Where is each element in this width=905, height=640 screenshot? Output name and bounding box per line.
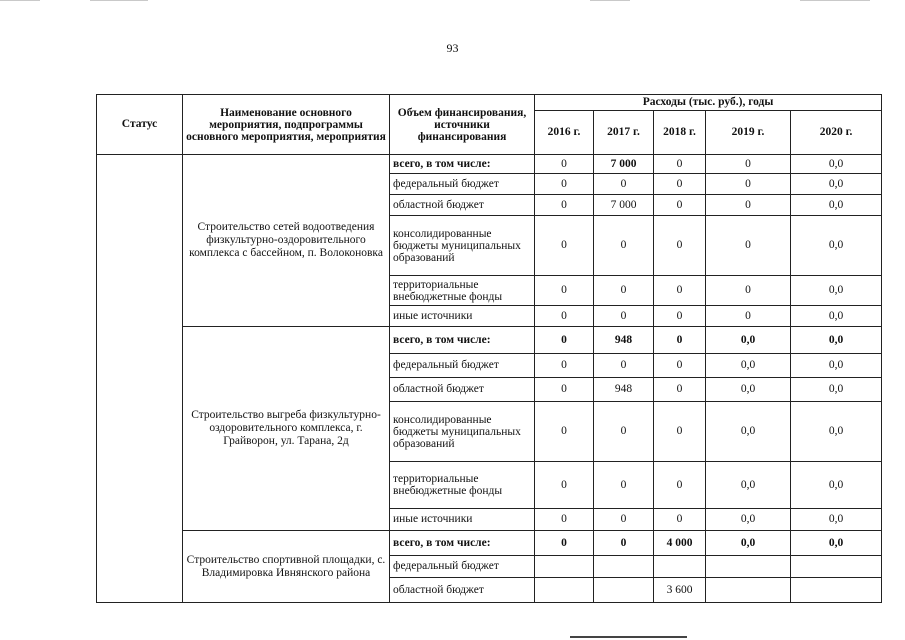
value-cell: 0,0	[791, 195, 882, 216]
source-label: всего, в том числе:	[390, 155, 535, 174]
financing-table	[96, 94, 882, 603]
value-cell: 0	[594, 354, 654, 378]
value-cell	[594, 556, 654, 578]
table-row	[97, 327, 882, 354]
value-cell: 0	[594, 462, 654, 509]
table-row	[97, 155, 882, 174]
header-status: Статус	[97, 95, 183, 155]
scan-artifact	[0, 0, 40, 1]
value-cell: 4 000	[654, 531, 706, 556]
source-label: всего, в том числе:	[390, 531, 535, 556]
value-cell	[706, 578, 791, 603]
scan-artifact	[590, 0, 630, 1]
value-cell: 0	[706, 306, 791, 327]
value-cell: 0,0	[706, 531, 791, 556]
value-cell	[535, 556, 594, 578]
source-label: областной бюджет	[390, 578, 535, 603]
header-year: 2020 г.	[791, 111, 882, 155]
value-cell: 0,0	[791, 354, 882, 378]
value-cell: 0,0	[791, 276, 882, 306]
value-cell: 0	[654, 354, 706, 378]
value-cell: 0	[535, 216, 594, 276]
value-cell: 0	[706, 155, 791, 174]
measure-name: Строительство спортивной площадки, с. Владимировка Ивнянского района	[183, 531, 390, 603]
value-cell	[791, 578, 882, 603]
value-cell: 0	[654, 327, 706, 354]
value-cell: 948	[594, 378, 654, 402]
source-label: иные источники	[390, 306, 535, 327]
value-cell	[535, 578, 594, 603]
value-cell: 7 000	[594, 155, 654, 174]
source-label: всего, в том числе:	[390, 327, 535, 354]
value-cell: 0	[594, 216, 654, 276]
value-cell: 0	[594, 509, 654, 531]
value-cell: 0	[594, 531, 654, 556]
value-cell: 0	[535, 531, 594, 556]
value-cell: 0	[535, 174, 594, 195]
value-cell: 0	[535, 327, 594, 354]
value-cell: 0	[654, 402, 706, 462]
value-cell: 0	[594, 174, 654, 195]
value-cell: 0,0	[791, 174, 882, 195]
value-cell: 0	[535, 195, 594, 216]
value-cell: 0	[654, 306, 706, 327]
value-cell: 0	[706, 174, 791, 195]
value-cell: 0,0	[791, 155, 882, 174]
scan-artifact	[570, 636, 687, 638]
value-cell: 0,0	[706, 509, 791, 531]
value-cell: 3 600	[654, 578, 706, 603]
value-cell: 0	[535, 354, 594, 378]
measure-name: Строительство сетей водоотведения физкультурно-оздоровительного комплекса с бассейном, п. Волоконовка	[183, 155, 390, 327]
value-cell: 0,0	[791, 509, 882, 531]
value-cell: 0	[535, 306, 594, 327]
source-label: территориальные внебюджетные фонды	[390, 276, 535, 306]
source-label: консолидированные бюджеты муниципальных образований	[390, 216, 535, 276]
value-cell: 0	[594, 402, 654, 462]
value-cell: 0,0	[791, 216, 882, 276]
header-year: 2018 г.	[654, 111, 706, 155]
value-cell: 0,0	[791, 378, 882, 402]
value-cell: 0	[654, 462, 706, 509]
value-cell: 0,0	[706, 462, 791, 509]
value-cell: 0	[654, 378, 706, 402]
value-cell: 0	[535, 402, 594, 462]
header-volume: Объем финансирования, источники финансирования	[390, 95, 535, 155]
value-cell: 0,0	[791, 462, 882, 509]
header-year: 2019 г.	[706, 111, 791, 155]
source-label: областной бюджет	[390, 378, 535, 402]
value-cell: 0,0	[791, 306, 882, 327]
value-cell: 0,0	[706, 378, 791, 402]
value-cell	[706, 556, 791, 578]
value-cell: 0	[706, 276, 791, 306]
measure-name: Строительство выгреба физкультурно-оздоровительного комплекса, г. Грайворон, ул. Тарана, 2д	[183, 327, 390, 531]
source-label: федеральный бюджет	[390, 556, 535, 578]
status-cell	[97, 155, 183, 603]
value-cell: 0	[654, 216, 706, 276]
value-cell	[791, 556, 882, 578]
source-label: федеральный бюджет	[390, 354, 535, 378]
value-cell: 0	[654, 509, 706, 531]
value-cell: 0	[594, 306, 654, 327]
value-cell: 0	[654, 276, 706, 306]
value-cell: 0	[706, 195, 791, 216]
value-cell: 0,0	[791, 402, 882, 462]
value-cell: 7 000	[594, 195, 654, 216]
value-cell: 0	[654, 174, 706, 195]
source-label: федеральный бюджет	[390, 174, 535, 195]
header-year: 2016 г.	[535, 111, 594, 155]
value-cell: 0	[654, 155, 706, 174]
value-cell: 0,0	[791, 531, 882, 556]
scan-artifact	[90, 0, 148, 1]
table-row	[97, 531, 882, 556]
value-cell: 0	[535, 155, 594, 174]
value-cell: 0,0	[706, 402, 791, 462]
value-cell: 0,0	[706, 327, 791, 354]
page-number: 93	[446, 41, 459, 55]
value-cell: 0	[535, 276, 594, 306]
value-cell: 0	[535, 509, 594, 531]
value-cell: 0	[535, 462, 594, 509]
header-name: Наименование основного мероприятия, подпрограммы основного мероприятия, мероприятия	[183, 95, 390, 155]
value-cell	[594, 578, 654, 603]
source-label: территориальные внебюджетные фонды	[390, 462, 535, 509]
source-label: иные источники	[390, 509, 535, 531]
source-label: областной бюджет	[390, 195, 535, 216]
scan-artifact	[800, 0, 870, 1]
value-cell: 0	[654, 195, 706, 216]
value-cell	[654, 556, 706, 578]
value-cell: 0	[594, 276, 654, 306]
value-cell: 0,0	[706, 354, 791, 378]
source-label: консолидированные бюджеты муниципальных образований	[390, 402, 535, 462]
value-cell: 0	[535, 378, 594, 402]
value-cell: 948	[594, 327, 654, 354]
value-cell: 0,0	[791, 327, 882, 354]
header-expenses: Расходы (тыс. руб.), годы	[535, 95, 882, 111]
value-cell: 0	[706, 216, 791, 276]
header-year: 2017 г.	[594, 111, 654, 155]
